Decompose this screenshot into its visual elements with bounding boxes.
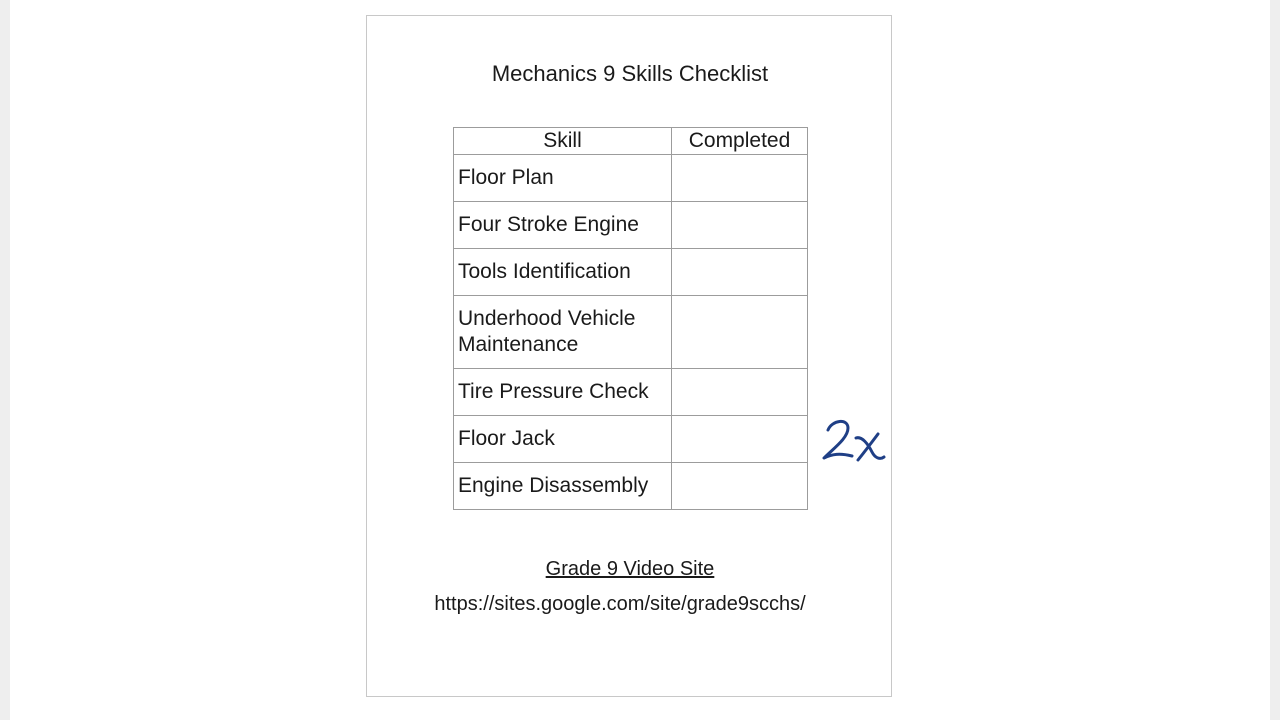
header-completed: Completed (672, 128, 808, 155)
completed-cell (672, 296, 808, 369)
completed-cell (672, 202, 808, 249)
skills-table (453, 127, 808, 510)
skill-cell: Floor Plan (454, 155, 672, 202)
right-margin (1270, 0, 1280, 720)
table-header-row (454, 128, 808, 155)
table-row (454, 463, 808, 510)
header-skill: Skill (454, 128, 672, 155)
skill-cell: Floor Jack (454, 416, 672, 463)
completed-cell (672, 369, 808, 416)
table-row (454, 296, 808, 369)
handwritten-annotation (820, 414, 890, 466)
left-margin (0, 0, 10, 720)
skill-cell: Tire Pressure Check (454, 369, 672, 416)
site-url: https://sites.google.com/site/grade9scchs/ (434, 593, 806, 615)
skill-cell: Underhood Vehicle Maintenance (454, 296, 672, 369)
completed-cell (672, 249, 808, 296)
table-row (454, 249, 808, 296)
skill-cell: Four Stroke Engine (454, 202, 672, 249)
document-page (366, 15, 892, 697)
page-title: Mechanics 9 Skills Checklist (491, 61, 769, 86)
table-row (454, 202, 808, 249)
completed-cell (672, 155, 808, 202)
completed-cell (672, 416, 808, 463)
table-row (454, 155, 808, 202)
table-row (454, 416, 808, 463)
skill-cell: Engine Disassembly (454, 463, 672, 510)
table-row (454, 369, 808, 416)
video-site-link[interactable]: Grade 9 Video Site (545, 558, 715, 580)
skill-cell: Tools Identification (454, 249, 672, 296)
completed-cell (672, 463, 808, 510)
